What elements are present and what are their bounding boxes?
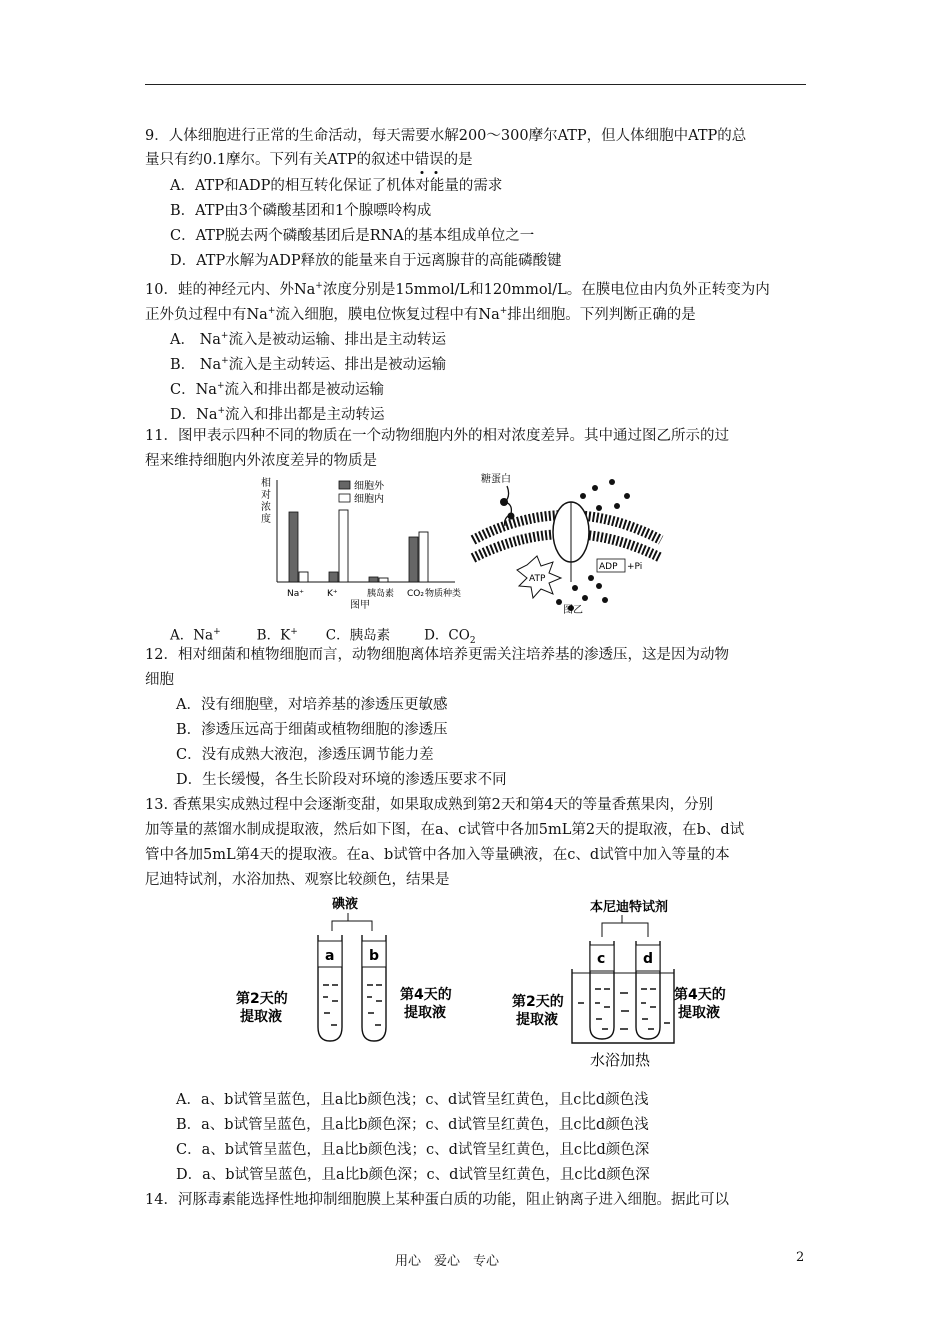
q10-option-c: C．Na+流入和排出都是被动运输 bbox=[170, 381, 384, 398]
fig-jia-category-3: CO₂ bbox=[407, 589, 424, 599]
left-day4-label-2: 提取液 bbox=[404, 1005, 446, 1021]
q10-option-b: B． Na+流入是主动转运、排出是被动运输 bbox=[170, 356, 447, 373]
fig-yi-adp-label: ADP bbox=[599, 562, 618, 572]
bar-inside-1 bbox=[339, 510, 348, 582]
fig-jia-caption: 图甲 bbox=[350, 600, 370, 611]
q13-option-c: C．a、b试管呈蓝色，且a比b颜色浅；c、d试管呈红黄色，且c比d颜色深 bbox=[176, 1142, 650, 1158]
fig-jia-xaxis-title: 物质种类 bbox=[425, 589, 462, 599]
q13-option-a: A．a、b试管呈蓝色，且a比b颜色浅；c、d试管呈红黄色，且c比d颜色浅 bbox=[176, 1092, 649, 1108]
emphasis-cuo: 错 bbox=[414, 152, 430, 168]
right-day2-label-2: 提取液 bbox=[516, 1012, 558, 1028]
q9-option-c: C．ATP脱去两个磷酸基团后是RNA的基本组成单位之一 bbox=[170, 228, 535, 244]
q13-stem-line3: 管中各加5mL第4天的提取液。在a、b试管中各加入等量碘液，在c、d试管中加入等量的本 bbox=[145, 847, 730, 863]
tube-liquid-marks-right bbox=[578, 989, 670, 1029]
bar-inside-2 bbox=[379, 578, 388, 582]
fig-yi-caption: 图乙 bbox=[563, 605, 583, 615]
fig-jia-ylabel-char: 相 bbox=[261, 478, 271, 489]
benedict-arrow-right bbox=[622, 923, 648, 937]
legend-inside-label: 细胞内 bbox=[354, 494, 384, 505]
fig-jia-category-0: Na⁺ bbox=[287, 589, 304, 599]
legend-outside-swatch bbox=[339, 481, 350, 489]
bar-outside-3 bbox=[409, 537, 418, 582]
q9-stem-line2: 量只有约0.1摩尔。下列有关ATP的叙述中错误的是 bbox=[145, 152, 473, 168]
tube-a-label: a bbox=[325, 948, 335, 964]
left-day2-label-1: 第2天的 bbox=[236, 991, 288, 1007]
fig-jia-ylabel-char: 对 bbox=[261, 490, 271, 501]
fig-yi-protein-label: 糖蛋白 bbox=[481, 474, 511, 485]
q12-stem-line2: 细胞 bbox=[145, 672, 174, 688]
benedict-arrow-left bbox=[602, 915, 622, 937]
q10-option-d: D．Na+流入和排出都是主动转运 bbox=[170, 406, 385, 423]
tube-c-label: c bbox=[597, 951, 606, 967]
bar-outside-1 bbox=[329, 572, 338, 582]
legend-inside-swatch bbox=[339, 494, 350, 502]
bar-inside-0 bbox=[299, 572, 308, 582]
tube-b-label: b bbox=[369, 948, 380, 964]
q9-option-d: D．ATP水解为ADP释放的能量来自于远离腺苷的高能磷酸键 bbox=[170, 253, 562, 269]
fig-jia-ylabel-char: 度 bbox=[261, 514, 271, 525]
q10-option-a: A． Na+流入是被动运输、排出是主动转运 bbox=[170, 331, 446, 348]
q12-option-c: C．没有成熟大液泡，渗透压调节能力差 bbox=[176, 747, 434, 763]
q13-option-b: B．a、b试管呈蓝色，且a比b颜色深；c、d试管呈红黄色，且c比d颜色浅 bbox=[176, 1117, 649, 1133]
footer-motto: 用心 爱心 专心 bbox=[395, 1254, 500, 1269]
q9-option-b: B．ATP由3个磷酸基团和1个腺嘌呤构成 bbox=[170, 203, 432, 219]
left-day4-label-1: 第4天的 bbox=[400, 987, 452, 1003]
figure-yi-diagram bbox=[467, 470, 667, 615]
fig-jia-category-1: K⁺ bbox=[327, 589, 338, 599]
figure-jia-chart bbox=[255, 472, 465, 612]
q9-option-a: A．ATP和ADP的相互转化保证了机体对能量的需求 bbox=[170, 178, 503, 194]
bar-outside-0 bbox=[289, 512, 298, 582]
iodine-arrow-right bbox=[348, 921, 372, 931]
right-day2-label-1: 第2天的 bbox=[512, 994, 564, 1010]
q13-stem-line4: 尼迪特试剂，水浴加热、观察比较颜色，结果是 bbox=[145, 872, 450, 888]
glycoprotein-bead bbox=[500, 498, 508, 506]
emphasis-wu: 误 bbox=[429, 152, 444, 168]
q9-stem-line1: 9．人体细胞进行正常的生命活动，每天需要水解200～300摩尔ATP，但人体细胞中ATP的总 bbox=[145, 128, 747, 144]
bar-outside-2 bbox=[369, 577, 378, 582]
test-tube-figure bbox=[232, 893, 752, 1078]
q13-stem-line1: 13. 香蕉果实成熟过程中会逐渐变甜，如果取成熟到第2天和第4天的等量香蕉果肉，分别 bbox=[145, 797, 714, 813]
iodine-label: 碘液 bbox=[332, 897, 359, 912]
benedict-label: 本尼迪特试剂 bbox=[590, 900, 669, 915]
bar-inside-3 bbox=[419, 532, 428, 582]
water-bath-label: 水浴加热 bbox=[590, 1051, 651, 1069]
q12-option-b: B．渗透压远高于细菌或植物细胞的渗透压 bbox=[176, 722, 448, 738]
left-day2-label-2: 提取液 bbox=[240, 1009, 282, 1025]
tube-liquid-marks-left bbox=[323, 985, 382, 1025]
q11-options: A．Na+ B．K+ C．胰岛素 D．$CO_2$ bbox=[170, 627, 476, 647]
fig-jia-category-2: 胰岛素 bbox=[367, 589, 395, 599]
q14-stem-line1: 14．河豚毒素能选择性地抑制细胞膜上某种蛋白质的功能，阻止钠离子进入细胞。据此可以 bbox=[145, 1192, 729, 1208]
q11-stem-line1: 11．图甲表示四种不同的物质在一个动物细胞内外的相对浓度差异。其中通过图乙所示的过 bbox=[145, 428, 729, 444]
q10-stem-line2: 正外负过程中有Na+流入细胞，膜电位恢复过程中有Na+排出细胞。下列判断正确的是 bbox=[145, 306, 696, 323]
iodine-arrow-left bbox=[332, 913, 348, 931]
page-number: 2 bbox=[796, 1250, 805, 1265]
q12-option-d: D．生长缓慢，各生长阶段对环境的渗透压要求不同 bbox=[176, 772, 507, 788]
legend-outside-label: 细胞外 bbox=[354, 481, 384, 492]
q12-stem-line1: 12．相对细菌和植物细胞而言，动物细胞离体培养更需关注培养基的渗透压，这是因为动物 bbox=[145, 647, 729, 663]
q13-stem-line2: 加等量的蒸馏水制成提取液，然后如下图，在a、c试管中各加5mL第2天的提取液，在b、d试 bbox=[145, 822, 745, 838]
tube-d-label: d bbox=[643, 951, 654, 967]
q12-option-a: A．没有细胞壁，对培养基的渗透压更敏感 bbox=[176, 697, 448, 713]
fig-jia-ylabel bbox=[261, 476, 271, 525]
right-day4-label-1: 第4天的 bbox=[674, 987, 726, 1003]
q13-option-d: D．a、b试管呈蓝色，且a比b颜色深；c、d试管呈红黄色，且c比d颜色深 bbox=[176, 1167, 650, 1183]
header-rule bbox=[145, 84, 806, 85]
fig-yi-pi-label: +Pi bbox=[627, 562, 643, 572]
q10-stem-line1: 10．蛙的神经元内、外Na+浓度分别是15mmol/L和120mmol/L。在膜电位由内负外正转变为内 bbox=[145, 281, 770, 298]
fig-jia-ylabel-char: 浓 bbox=[261, 502, 271, 513]
right-day4-label-2: 提取液 bbox=[678, 1005, 720, 1021]
q11-stem-line2: 程来维持细胞内外浓度差异的物质是 bbox=[145, 453, 377, 469]
fig-yi-atp-label: ATP bbox=[529, 574, 546, 584]
